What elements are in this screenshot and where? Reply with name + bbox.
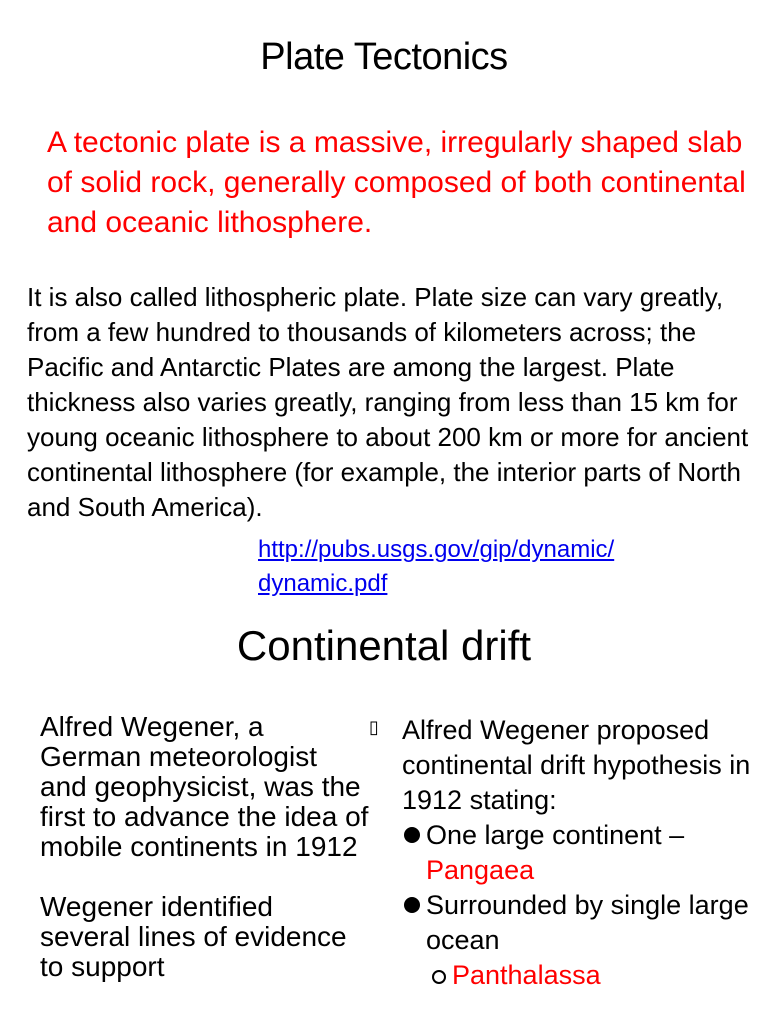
- bullet-1-text: One large continent –: [426, 820, 685, 850]
- left-column: [40, 712, 370, 1012]
- bullet-item-1: [402, 818, 752, 888]
- right-column: [402, 713, 752, 993]
- slide-title-continental-drift: Continental drift: [236, 622, 532, 669]
- sub-bullet-item: [402, 958, 752, 993]
- sub-bullet-highlight: Panthalassa: [452, 960, 601, 990]
- missing-glyph-icon: ▯: [369, 717, 379, 738]
- body-paragraph: It is also called lithospheric plate. Plate size can vary greatly, from a few hundred to thousands of kilometers across; the Pacific and Antarctic Plates are among the largest. Plate thickness also varies greatly, ranging from less than 15 km for young oceanic lithosphere to about 200 km or more for ancient continental lithosphere (for example, the interior parts of North and South America).: [27, 282, 749, 522]
- bullet-item-2: [402, 888, 752, 958]
- usgs-link-container: [258, 533, 678, 597]
- left-paragraph-1: Alfred Wegener, a German meteorologist and geophysicist, was the first to advance the idea of mobile continents in 1912: [40, 711, 369, 862]
- bullet-dot-icon: [404, 897, 420, 913]
- slide-title-plate-tectonics: Plate Tectonics: [260, 36, 508, 78]
- definition-text: A tectonic plate is a massive, irregularly shaped slab of solid rock, generally composed of both continental and oceanic lithosphere.: [47, 126, 746, 239]
- bullet-dot-icon: [404, 827, 420, 843]
- bullet-2-text: Surrounded by single large ocean: [426, 890, 749, 955]
- usgs-link[interactable]: http://pubs.usgs.gov/gip/dynamic/ dynamic.pdf: [258, 536, 615, 597]
- left-paragraph-2: Wegener identified several lines of evidence to support: [40, 891, 347, 982]
- bullet-1-highlight: Pangaea: [426, 855, 535, 885]
- sub-bullet-ring-icon: [432, 970, 446, 984]
- right-intro: Alfred Wegener proposed continental drift hypothesis in 1912 stating:: [402, 715, 751, 815]
